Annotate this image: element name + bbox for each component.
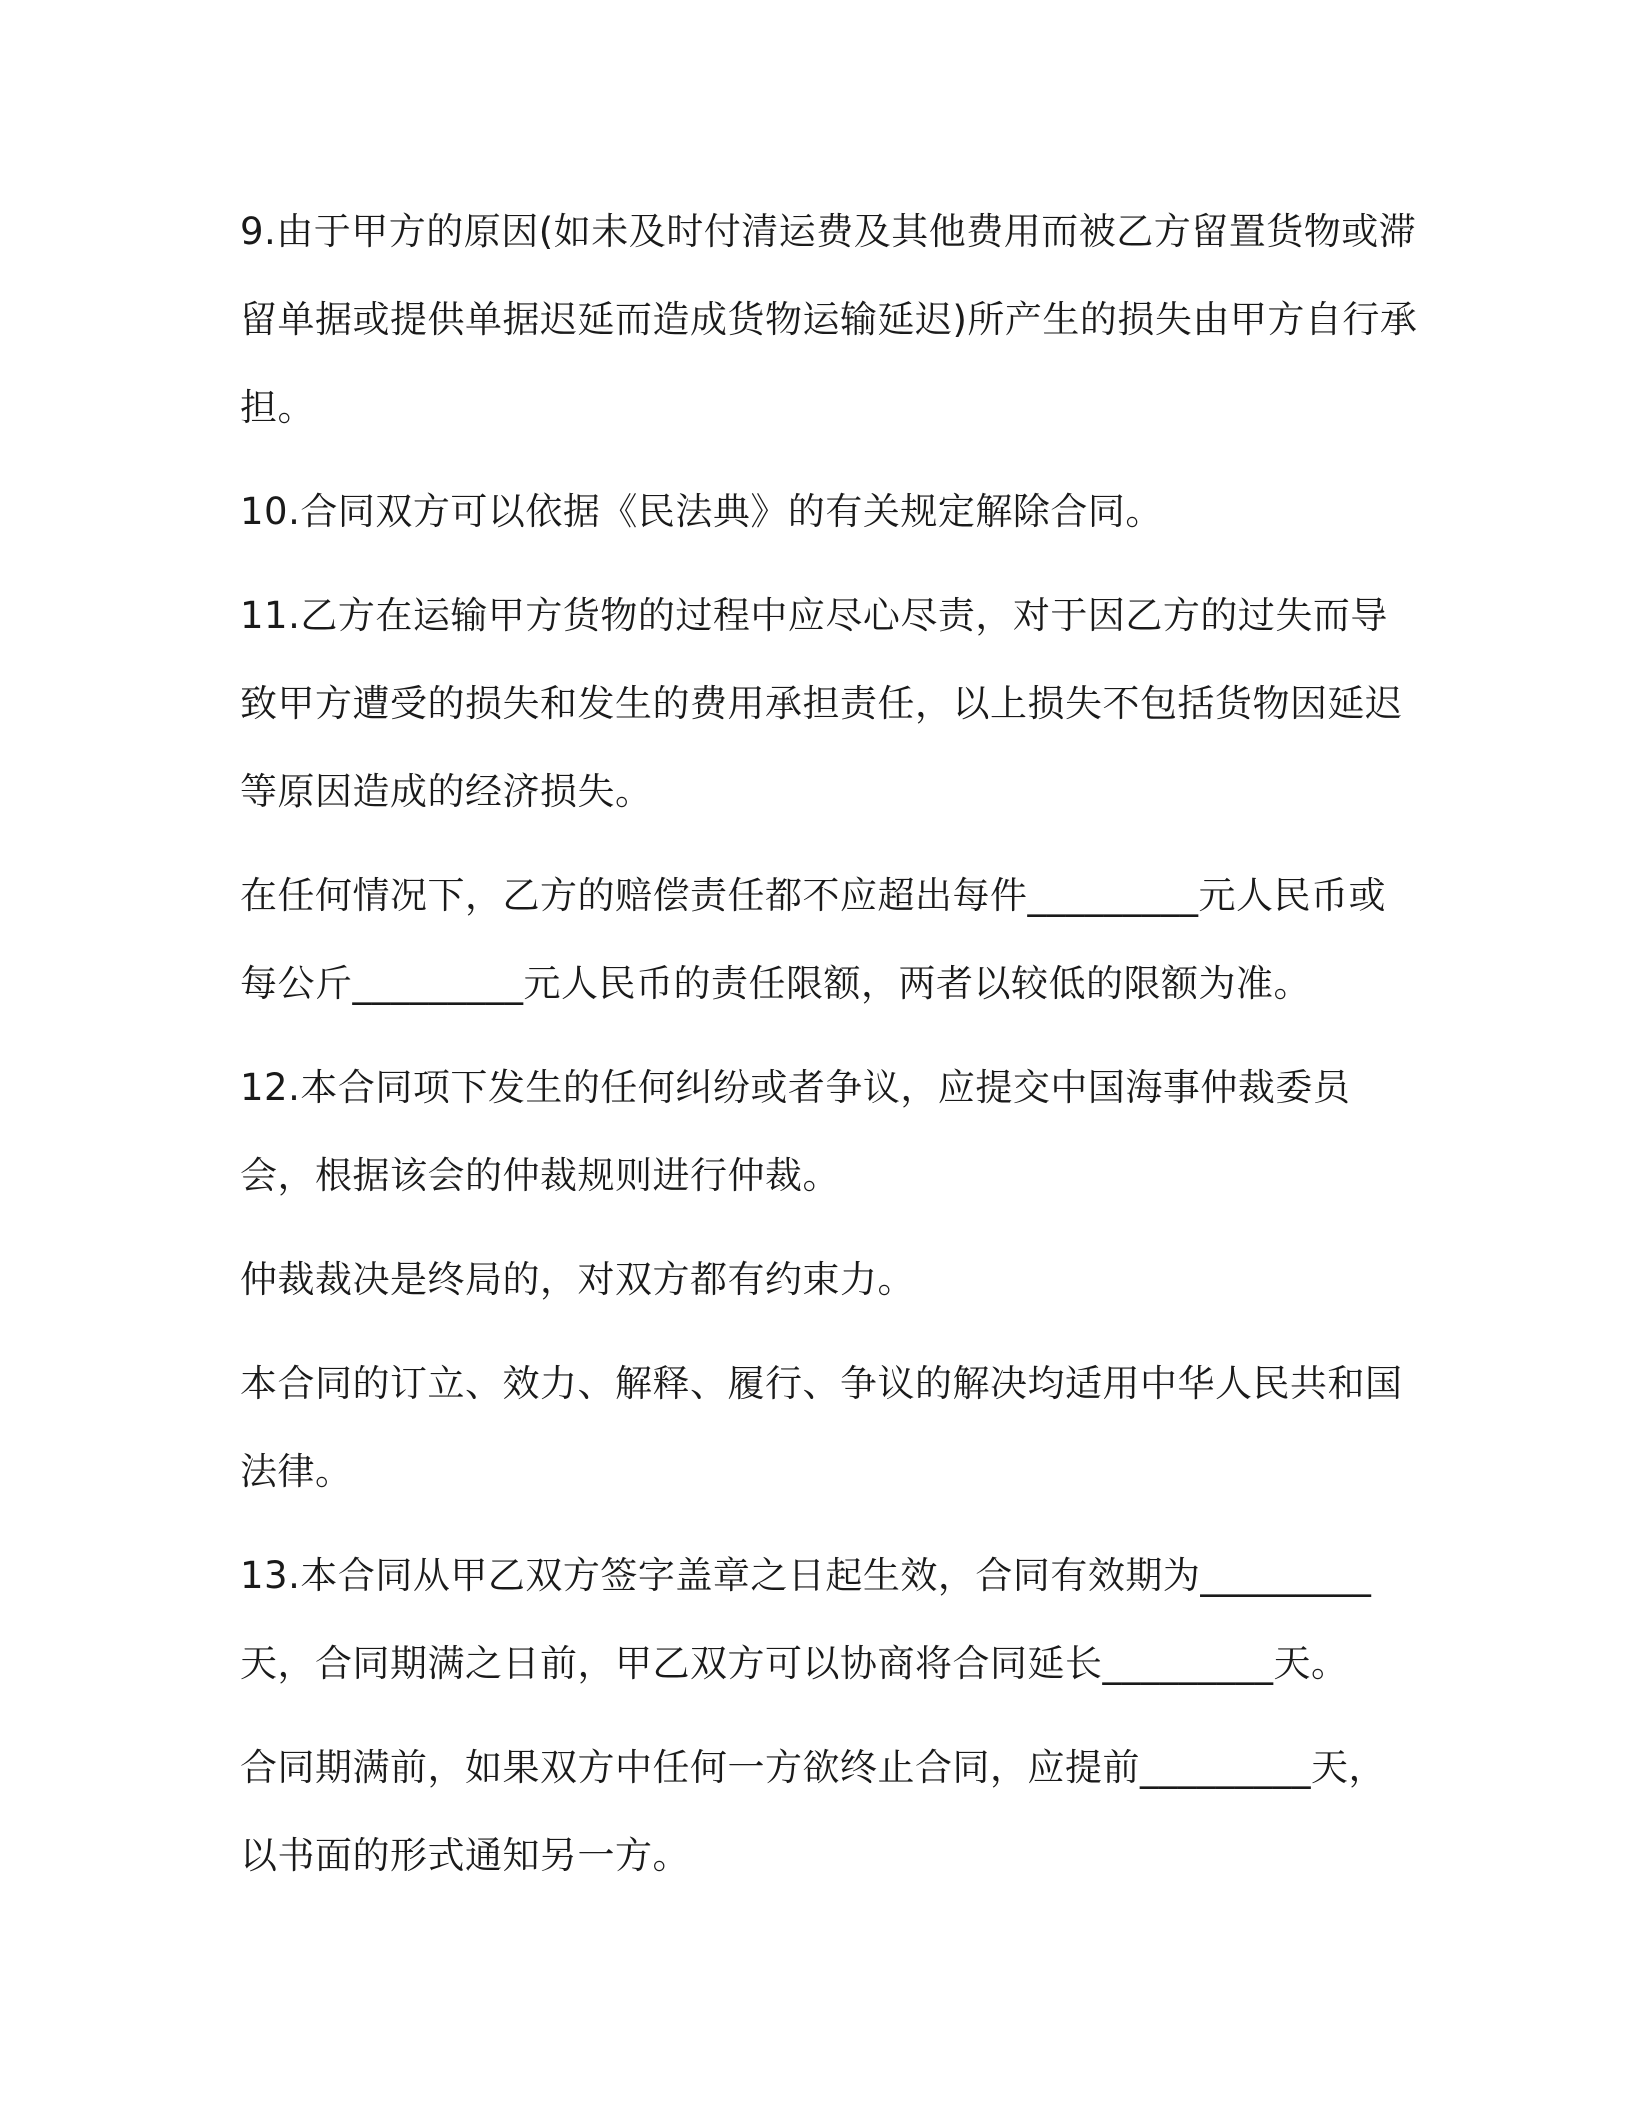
clause-9: 9.由于甲方的原因(如未及时付清运费及其他费用而被乙方留置货物或滞留单据或提供单据迟延而造成货物运输延迟)所产生的损失由甲方自行承担。: [240, 210, 1418, 429]
clause-10: 10.合同双方可以依据《民法典》的有关规定解除合同。: [240, 490, 1163, 533]
clause-13: 13.本合同从甲乙双方签字盖章之日起生效，合同有效期为_________天，合同期满之日前，甲乙双方可以协商将合同延长_________天。: [240, 1554, 1372, 1685]
document-page: [240, 188, 1420, 1916]
clause-12-governing-law: 本合同的订立、效力、解释、履行、争议的解决均适用中华人民共和国法律。: [240, 1362, 1403, 1493]
clause-12: 12.本合同项下发生的任何纠纷或者争议，应提交中国海事仲裁委员会，根据该会的仲裁规则进行仲裁。: [240, 1066, 1351, 1197]
clause-11: 11.乙方在运输甲方货物的过程中应尽心尽责，对于因乙方的过失而导致甲方遭受的损失和发生的费用承担责任，以上损失不包括货物因延迟等原因造成的经济损失。: [240, 594, 1403, 813]
clause-13-termination-notice: 合同期满前，如果双方中任何一方欲终止合同，应提前_________天，以书面的形式通知另一方。: [240, 1746, 1386, 1877]
clause-11-liability-limit: 在任何情况下，乙方的赔偿责任都不应超出每件_________元人民币或每公斤_________元人民币的责任限额，两者以较低的限额为准。: [240, 874, 1386, 1005]
clause-12-arbitration-final: 仲裁裁决是终局的，对双方都有约束力。: [240, 1258, 915, 1301]
